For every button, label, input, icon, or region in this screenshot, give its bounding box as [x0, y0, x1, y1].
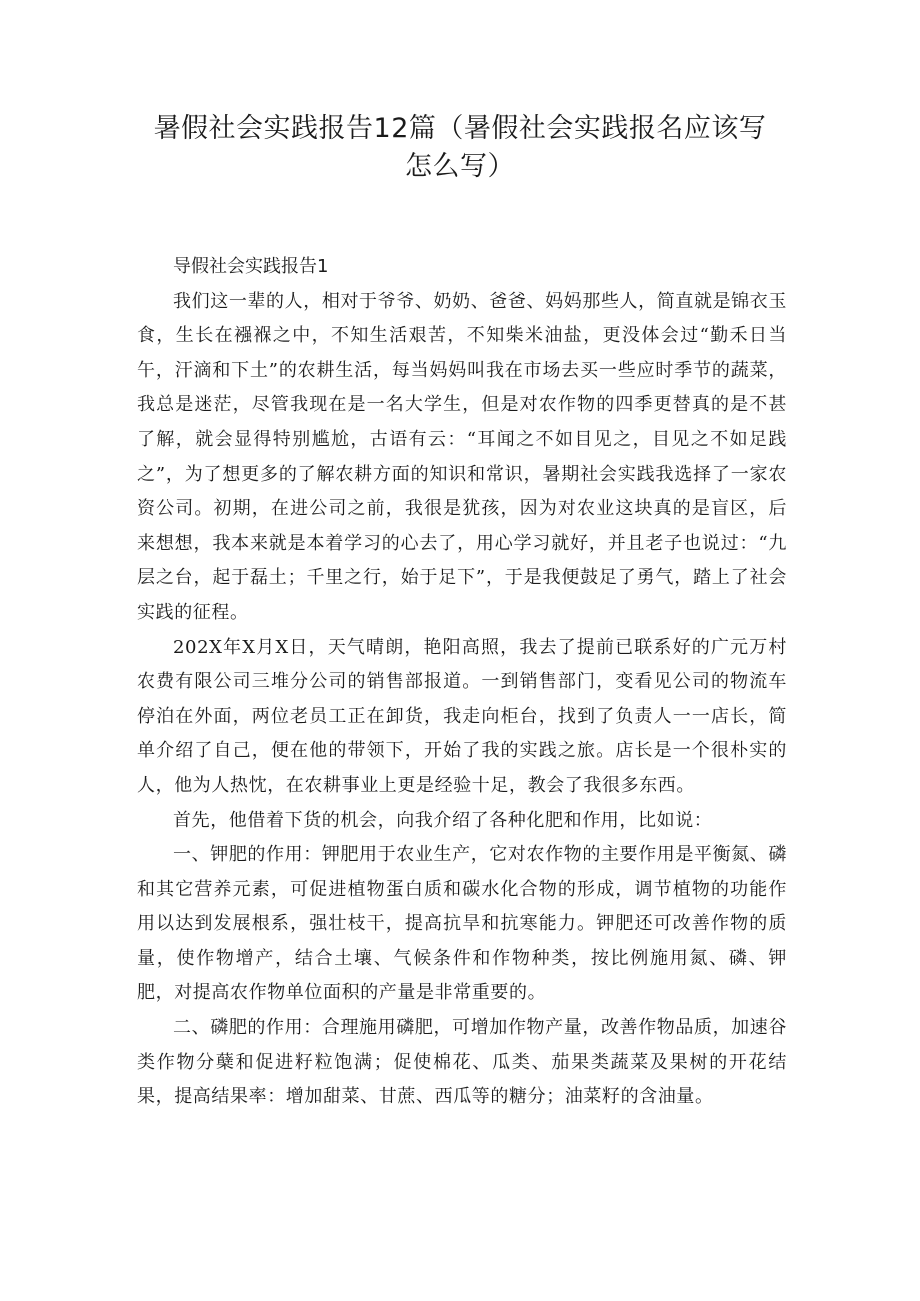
document-title: 暑假社会实践报告12篇（暑假社会实践报名应该写怎么写）: [153, 113, 767, 182]
paragraph-arrival: 202X年X月X日，天气晴朗，艳阳高照，我去了提前已联系好的广元万村农费有限公司三堆分公司的销售部报道。一到销售部门，变看见公司的物流车停泊在外面，两位老员工正在卸货，我走向柜台，找到了负责人一一店长，简单介绍了自己，便在他的带领下，开始了我的实践之旅。店长是一个很朴实的人，他为人热忱，在农耕事业上更是经验十足，教会了我很多东西。: [137, 636, 787, 796]
paragraph-intro: 我们这一辈的人，相对于爷爷、奶奶、爸爸、妈妈那些人，简直就是锦衣玉食，生长在襁褓之中，不知生活艰苦，不知柴米油盐，更没体会过“勤禾日当午，汗滴和下土”的农耕生活，每当妈妈叫我在市场去买一些应时季节的蔬菜，我总是迷茫，尽管我现在是一名大学生，但是对农作物的四季更替真的是不甚了解，就会显得特别尴尬，古语有云：“耳闻之不如目见之，目见之不如足践之”，为了想更多的了解农耕方面的知识和常识，暑期社会实践我选择了一家农资公司。初期，在进公司之前，我很是犹孩，因为对农业这块真的是盲区，后来想想，我本来就是本着学习的心去了，用心学习就好，并且老子也说过：“九层之台，起于磊土；千里之行，始于足下”，于是我便鼓足了勇气，踏上了社会实践的征程。: [137, 290, 787, 623]
paragraph-fertilizer-intro: 首先，他借着下货的机会，向我介绍了各种化肥和作用，比如说：: [173, 809, 713, 831]
paragraph-potash: 一、钾肥的作用：钾肥用于农业生产，它对农作物的主要作用是平衡氮、磷和其它营养元素，可促进植物蛋白质和碳水化合物的形成，调节植物的功能作用以达到发展根系，强壮枝干，提高抗旱和抗寒能力。钾肥还可改善作物的质量，使作物增产，结合土壤、气候条件和作物种类，按比例施用氮、磷、钾肥，对提高农作物单位面积的产量是非常重要的。: [137, 844, 787, 1004]
document-body: [137, 250, 787, 1115]
section-heading: 导假社会实践报告1: [173, 256, 329, 277]
paragraph-phosphate: 二、磷肥的作用：合理施用磷肥，可增加作物产量，改善作物品质，加速谷类作物分蘖和促进籽粒饱满；促使棉花、瓜类、茄果类蔬菜及果树的开花结果，提高结果率：增加甜菜、甘蔗、西瓜等的糖分；油菜籽的含油量。: [137, 1017, 787, 1108]
